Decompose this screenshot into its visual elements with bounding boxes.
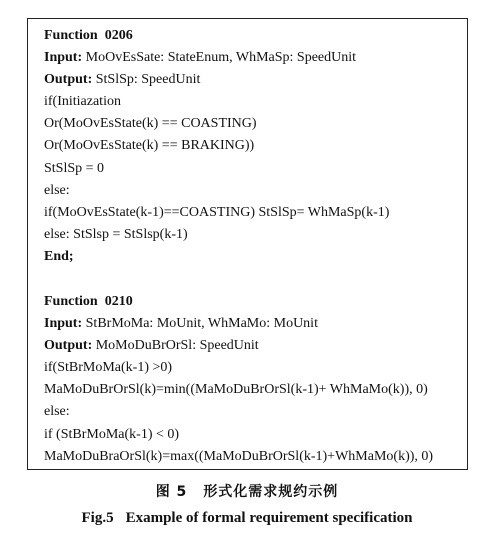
code-line: MaMoDuBrOrSl(k)=min((MaMoDuBrOrSl(k-1)+ WhMaMo(k)), 0) [44, 382, 428, 398]
output-value: MoMoDuBrOrSl: SpeedUnit [95, 338, 259, 354]
input-value: MoOvEsSate: StateEnum, WhMaSp: SpeedUnit [85, 50, 357, 66]
function-label: Function [44, 294, 98, 309]
figure-caption-chinese [0, 481, 494, 501]
figure-title-zh: 形式化需求规约示例 [203, 484, 339, 500]
function-header [44, 25, 457, 47]
function-id: 0206 [104, 28, 133, 43]
output-label: Output: [44, 72, 93, 88]
input-line [44, 47, 457, 69]
figure-number-zh: 图 5 [155, 484, 188, 500]
code-line: MaMoDuBraOrSl(k)=max((MaMoDuBrOrSl(k-1)+WhMaMo(k)), 0) [44, 448, 434, 464]
function-header [44, 291, 457, 313]
output-line [44, 69, 457, 91]
input-label: Input: [44, 50, 83, 66]
code-line: if(StBrMoMa(k-1) >0) [44, 360, 173, 376]
input-label: Input: [44, 316, 83, 332]
figure-caption-english [0, 510, 494, 527]
function-0206-block [44, 25, 457, 268]
code-line: if (StBrMoMa(k-1) < 0) [44, 426, 180, 442]
code-line: if(MoOvEsState(k-1)==COASTING) StSlSp= WhMaSp(k-1) [44, 204, 390, 220]
function-id: 0210 [104, 294, 133, 309]
output-line [44, 335, 457, 357]
output-label: Output: [44, 338, 93, 354]
figure-number-en: Fig.5 [81, 510, 114, 526]
specification-box [27, 18, 468, 470]
input-value: StBrMoMa: MoUnit, WhMaMo: MoUnit [85, 316, 318, 332]
code-line: if(Initiazation [44, 94, 121, 110]
input-line [44, 313, 457, 335]
code-line: else: [44, 182, 70, 198]
figure-title-en: Example of formal requirement specification [125, 510, 413, 526]
function-0210-block [44, 291, 457, 468]
code-line: Or(MoOvEsState(k) == COASTING) [44, 116, 257, 132]
code-line: Or(MoOvEsState(k) == BRAKING)) [44, 138, 255, 154]
code-line: else: StSlsp = StSlsp(k-1) [44, 226, 188, 242]
code-line: StSlSp = 0 [44, 160, 105, 176]
end-keyword: End; [44, 248, 74, 264]
output-value: StSlSp: SpeedUnit [95, 72, 201, 88]
function-label: Function [44, 28, 98, 43]
code-line: else: [44, 404, 70, 420]
